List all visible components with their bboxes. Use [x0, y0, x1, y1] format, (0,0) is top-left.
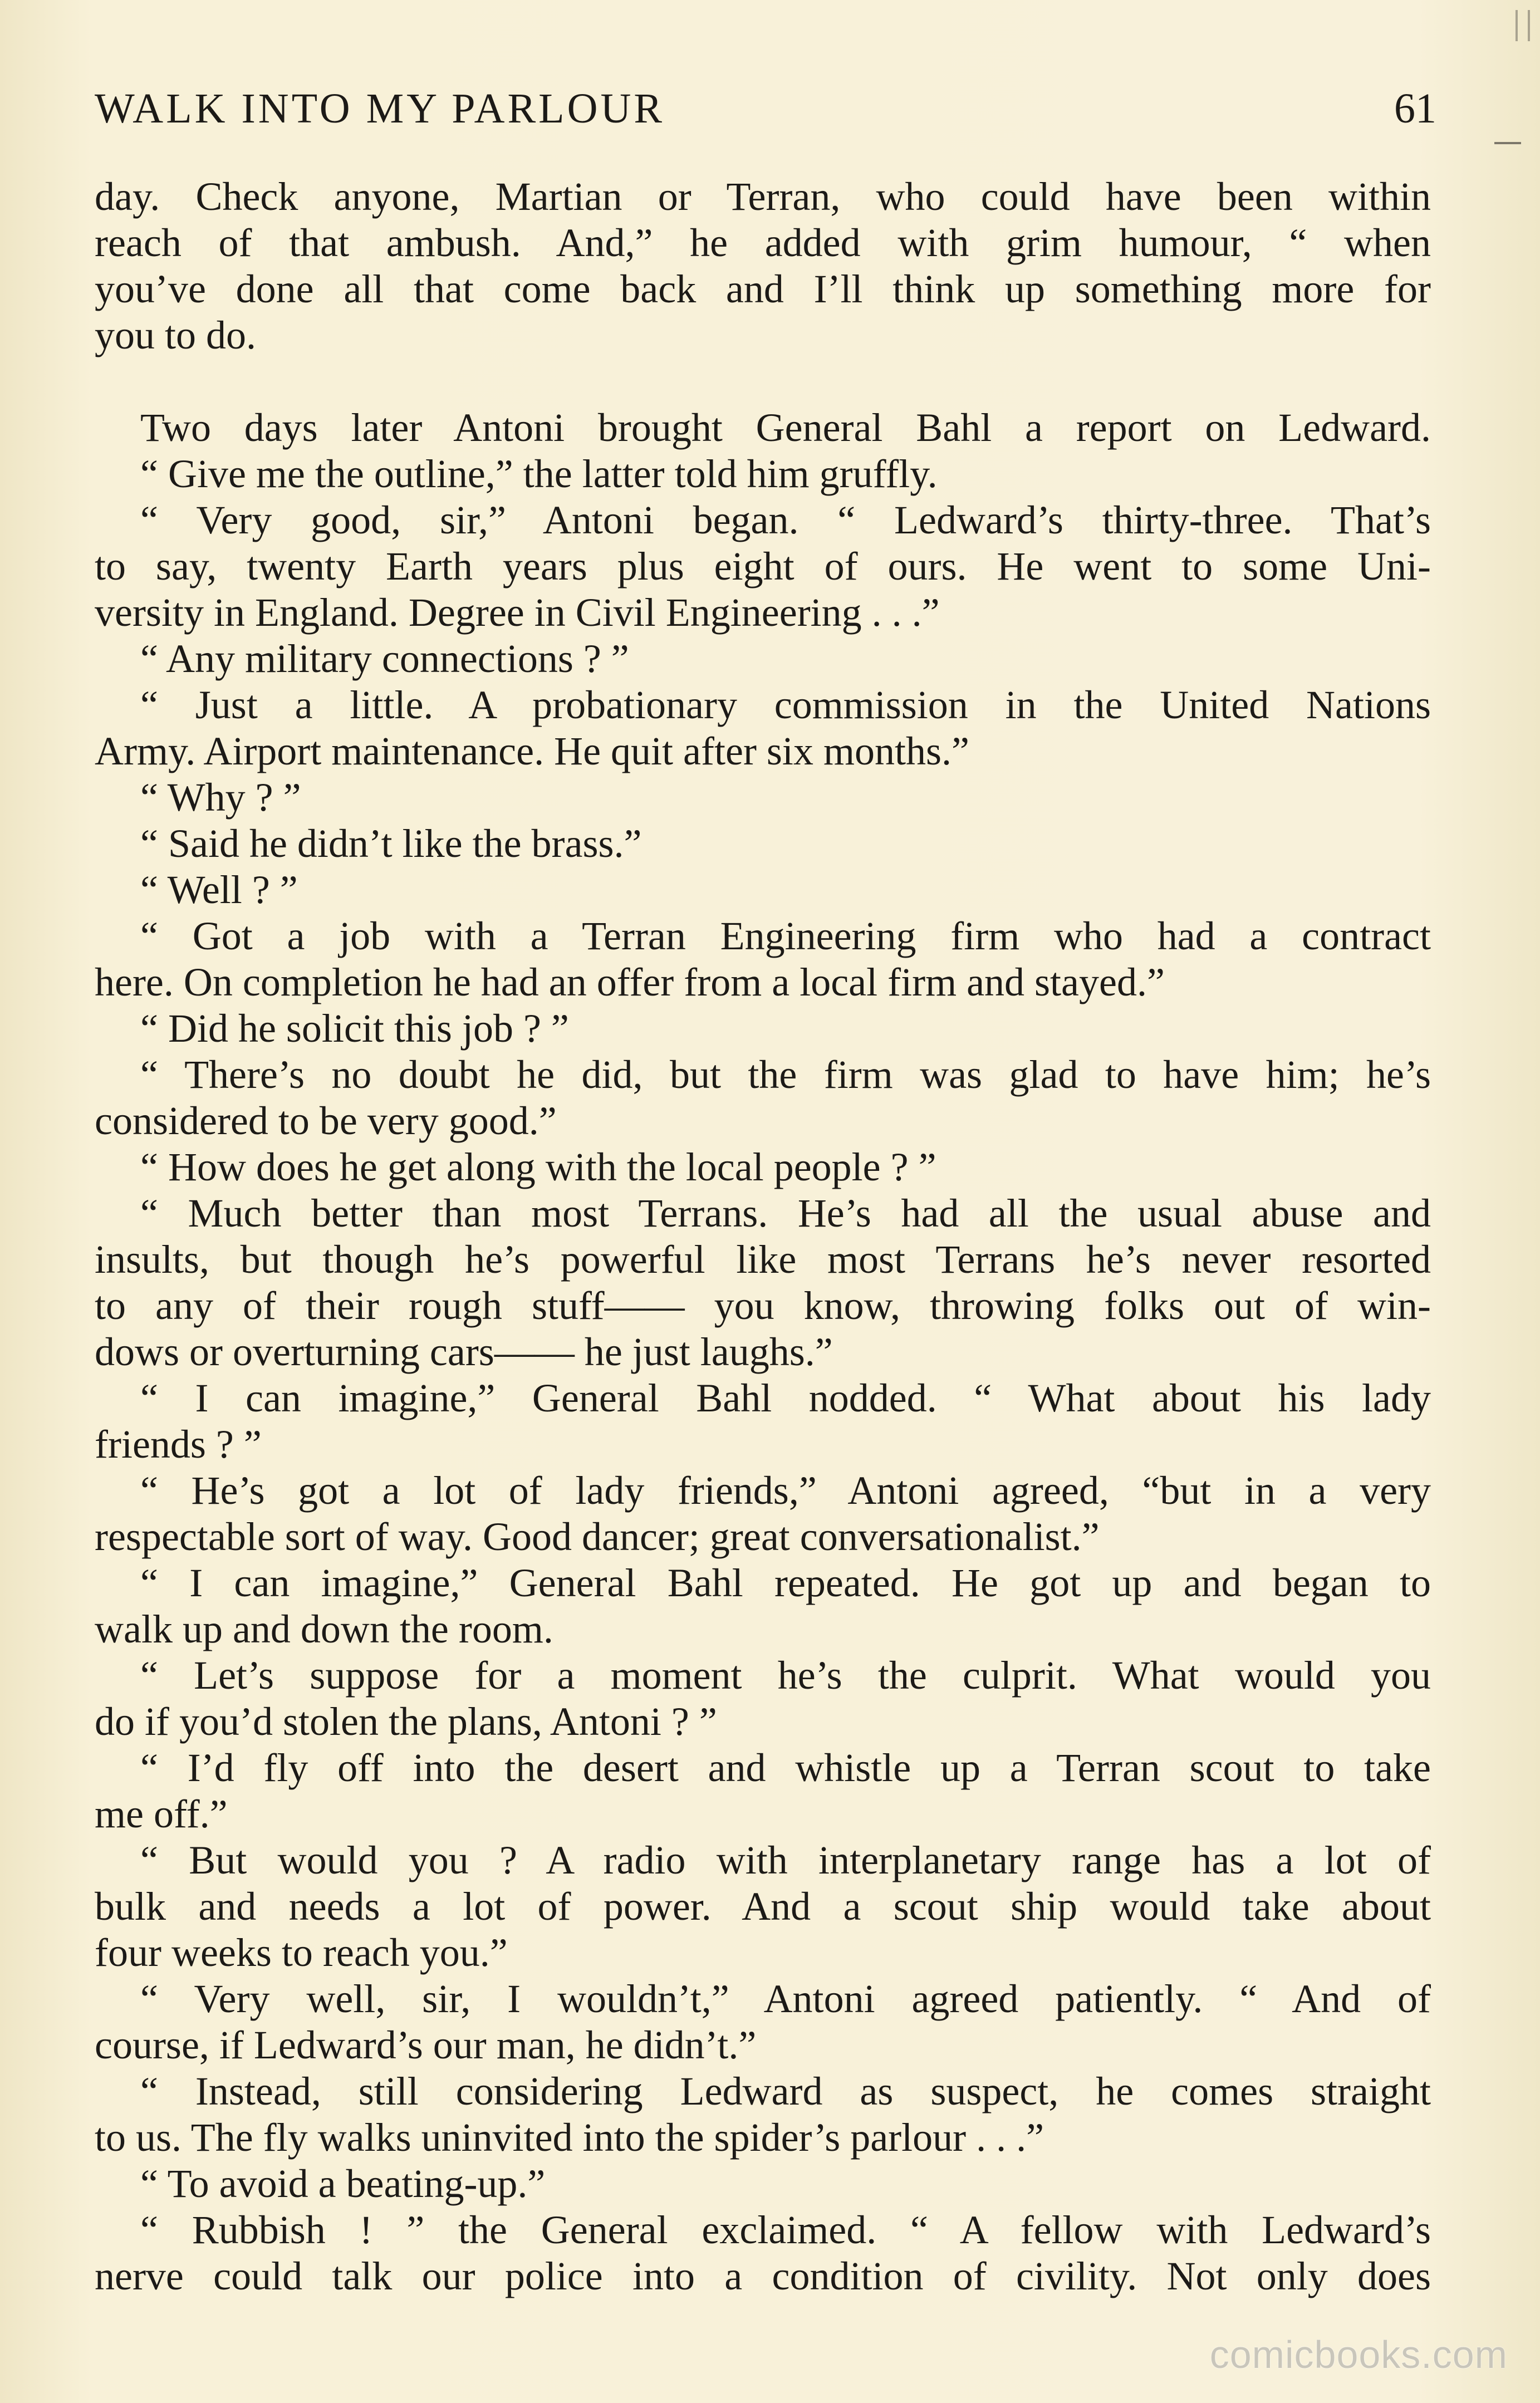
text-line: day. Check anyone, Martian or Terran, who could have been within [95, 174, 1431, 219]
text-line: “ Why ? ” [140, 775, 301, 820]
page-header [95, 84, 1436, 134]
running-head: WALK INTO MY PARLOUR [95, 85, 665, 132]
scan-corner-mark [1516, 10, 1530, 41]
text-line: bulk and needs a lot of power. And a scout ship would take about [95, 1884, 1431, 1929]
text-line: dows or overturning cars—— he just laughs.” [95, 1330, 833, 1374]
text-line: “ How does he get along with the local people ? ” [140, 1145, 936, 1189]
text-line: “ Much better than most Terrans. He’s had all the usual abuse and [140, 1191, 1431, 1235]
text-line: me off.” [95, 1792, 228, 1836]
text-line: nerve could talk our police into a condition of civility. Not only does [95, 2254, 1431, 2298]
text-line: you’ve done all that come back and I’ll think up something more for [95, 267, 1431, 311]
text-line: “ Very well, sir, I wouldn’t,” Antoni agreed patiently. “ And of [140, 1977, 1431, 2021]
text-line: “ Just a little. A probationary commission in the United Nations [140, 683, 1431, 727]
text-line: considered to be very good.” [95, 1098, 557, 1143]
text-line: here. On completion he had an offer from a local firm and stayed.” [95, 960, 1165, 1004]
text-line: “ Let’s suppose for a moment he’s the culprit. What would you [140, 1653, 1431, 1698]
text-line: respectable sort of way. Good dancer; great conversationalist.” [95, 1514, 1100, 1559]
text-line: four weeks to reach you.” [95, 1930, 508, 1975]
text-line: insults, but though he’s powerful like most Terrans he’s never resorted [95, 1237, 1431, 1282]
text-line: walk up and down the room. [95, 1607, 553, 1651]
text-line: “ There’s no doubt he did, but the firm was glad to have him; he’s [140, 1052, 1431, 1097]
text-line: “ Said he didn’t like the brass.” [140, 821, 642, 866]
watermark: comicbooks.com [1209, 2333, 1508, 2376]
text-line: “ Give me the outline,” the latter told him gruffly. [140, 452, 938, 496]
text-line: “ But would you ? A radio with interplanetary range has a lot of [140, 1838, 1431, 1882]
text-line: “ He’s got a lot of lady friends,” Antoni agreed, “but in a very [140, 1468, 1431, 1513]
text-line: Two days later Antoni brought General Bahl a report on Ledward. [140, 405, 1431, 450]
text-line: “ I’d fly off into the desert and whistle up a Terran scout to take [140, 1745, 1431, 1790]
body-text [95, 174, 1431, 2299]
text-line: course, if Ledward’s our man, he didn’t.” [95, 2023, 757, 2067]
text-line: “ To avoid a beating-up.” [140, 2161, 546, 2206]
text-line: “ Instead, still considering Ledward as suspect, he comes straight [140, 2069, 1431, 2113]
text-line: Army. Airport maintenance. He quit after six months.” [95, 729, 969, 773]
text-line: reach of that ambush. And,” he added with grim humour, “ when [95, 220, 1431, 265]
text-line: “ I can imagine,” General Bahl repeated. He got up and began to [140, 1561, 1431, 1605]
text-line: “ Rubbish ! ” the General exclaimed. “ A fellow with Ledward’s [140, 2208, 1431, 2252]
text-line: “ Very good, sir,” Antoni began. “ Ledward’s thirty-three. That’s [140, 498, 1431, 542]
text-line: to any of their rough stuff—— you know, throwing folks out of win- [95, 1283, 1431, 1328]
text-line: “ I can imagine,” General Bahl nodded. “ What about his lady [140, 1376, 1431, 1420]
text-line: do if you’d stolen the plans, Antoni ? ” [95, 1699, 717, 1744]
text-line: to say, twenty Earth years plus eight of ours. He went to some Uni- [95, 544, 1431, 589]
page-number: 61 [1394, 85, 1436, 132]
margin-tick-mark [1494, 142, 1521, 144]
paragraph-gap [95, 359, 1431, 405]
text-line: versity in England. Degree in Civil Engineering . . .” [95, 590, 940, 635]
text-line: to us. The fly walks uninvited into the spider’s parlour . . .” [95, 2115, 1044, 2160]
text-line: friends ? ” [95, 1422, 262, 1467]
text-line: you to do. [95, 313, 257, 357]
text-line: “ Any military connections ? ” [140, 636, 629, 681]
text-line: “ Did he solicit this job ? ” [140, 1006, 569, 1051]
text-line: “ Well ? ” [140, 867, 298, 912]
text-line: “ Got a job with a Terran Engineering firm who had a contract [140, 914, 1431, 958]
